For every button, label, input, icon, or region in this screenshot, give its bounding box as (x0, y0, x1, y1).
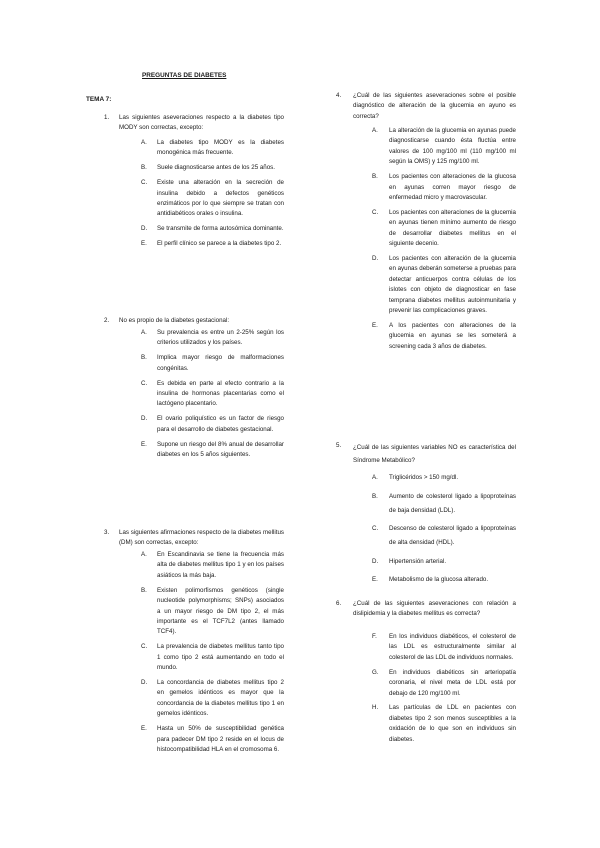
options-list (141, 328, 284, 465)
option-a (141, 328, 284, 349)
option-letter: C. (141, 179, 148, 187)
option-text: En Escandinavia se tiene la frecuencia más alta de diabetes mellitus tipo 1 y en los países asiáticos la más baja. (157, 551, 284, 579)
options-list (372, 632, 516, 750)
section-heading: TEMA 7: (86, 96, 112, 103)
option-text: Aumento de colesterol ligado a lipoproteínas de baja densidad (LDL). (389, 492, 516, 514)
option-text: Triglicéridos > 150 mg/dl. (389, 474, 459, 481)
option-b (141, 163, 284, 173)
option-c (141, 379, 284, 410)
option-b (372, 490, 516, 518)
option-b (141, 353, 284, 374)
option-text: La alteración de la glucemia en ayunas puede diagnosticarse cuando ésta fluctúa entre valores de 100 mg/100 ml (110 mg/100 ml según la OMS) y 125 mg/100 ml. (389, 127, 516, 166)
question-text: ¿Cuál de las siguientes variables NO es característica del Síndrome Metabólico? (353, 444, 516, 464)
option-text: Los pacientes con alteración de la glucemia en ayunas deberán someterse a pruebas para detectar anticuerpos contra células de los islotes con objeto de diagnosticar en fase temprana diabetes mellitus autoinmunitaria y prevenir las complicaciones graves. (389, 254, 516, 314)
option-letter: B. (372, 173, 378, 181)
option-text: Supone un riesgo del 8% anual de desarrollar diabetes en los 5 años siguientes. (157, 440, 284, 459)
question-number: 5. (336, 442, 342, 449)
option-letter: E. (372, 576, 378, 583)
option-g (372, 668, 516, 699)
question-number: 3. (104, 529, 110, 536)
option-text: A los pacientes con alteraciones de la glucemia en ayunas se les someterá a screening cada 3 años de diabetes. (389, 321, 516, 350)
option-text: En los individuos diabéticos, el colesterol de las LDL es estructuralmente similar al colesterol de las LDL de individuos normales. (389, 633, 516, 661)
option-letter: E. (141, 440, 147, 448)
option-letter: A. (141, 551, 147, 558)
option-letter: C. (372, 208, 379, 216)
option-text: El perfil clínico se parece a la diabetes tipo 2. (157, 240, 282, 248)
option-a (372, 126, 516, 168)
option-b (141, 586, 284, 638)
option-e (141, 440, 284, 461)
options-list (372, 471, 516, 592)
option-c (141, 642, 284, 673)
question-text: Las siguientes afirmaciones respecto de la diabetes mellitus (DM) son correctas, excepto: (119, 529, 284, 547)
option-letter: C. (372, 525, 379, 532)
option-text: La diabetes tipo MODY es la diabetes monogénica más frecuente. (157, 139, 284, 157)
question-number: 4. (336, 92, 342, 99)
option-letter: D. (372, 557, 379, 565)
option-letter: A. (141, 139, 147, 146)
option-h (372, 703, 516, 745)
options-list (141, 550, 284, 760)
question-text: Las siguientes aseveraciones respecto a la diabetes tipo MODY son correctas, excepto: (119, 114, 284, 132)
question-text: ¿Cuál de las siguientes aseveraciones sobre el posible diagnóstico de alteración de la glucemia en ayuno es correcta? (353, 92, 516, 120)
option-letter: E. (141, 240, 147, 248)
option-c (372, 522, 516, 550)
option-e (372, 321, 516, 352)
option-a (141, 550, 284, 581)
option-e (372, 573, 516, 587)
option-f (372, 632, 516, 663)
option-d (372, 555, 516, 569)
option-a (372, 471, 516, 485)
option-letter: G. (372, 668, 379, 676)
option-letter: E. (141, 725, 147, 733)
question-number: 2. (104, 317, 110, 324)
option-letter: B. (141, 164, 147, 172)
options-list (372, 126, 516, 357)
option-text: Descenso de colesterol ligado a lipoproteínas de alta densidad (HDL). (389, 525, 516, 546)
option-letter: A. (141, 329, 147, 336)
question-number: 1. (104, 114, 110, 121)
options-list (141, 138, 284, 254)
option-letter: A. (372, 474, 378, 481)
option-letter: D. (141, 225, 148, 233)
option-a (141, 138, 284, 159)
option-text: La prevalencia de diabetes mellitus tanto tipo 1 como tipo 2 está aumentando en todo el mundo. (157, 643, 284, 672)
option-text: Su prevalencia es entre un 2-25% según los criterios utilizados y los países. (157, 329, 284, 347)
option-letter: D. (141, 678, 148, 686)
option-c (141, 178, 284, 220)
option-letter: E. (372, 321, 378, 329)
option-letter: H. (372, 704, 379, 712)
option-text: Hasta un 50% de susceptibilidad genética para padecer DM tipo 2 reside en el locus de histocompatibilidad HLA en el cromosoma 6. (157, 725, 284, 753)
option-text: Existen polimorfismos genéticos (single nucleotide polymorphisms; SNPs) asociados a un mayor riesgo de DM tipo 2, el más importante es el TCF7L2 (antes llamado TCF4). (157, 586, 284, 636)
option-text: Hipertensión arterial. (389, 557, 447, 565)
question-text: No es propio de la diabetes gestacional: (119, 317, 230, 324)
option-text: Las partículas de LDL en pacientes con diabetes tipo 2 son menos susceptibles a la oxidación de lo que son en individuos sin diabetes. (389, 704, 516, 743)
document-title: PREGUNTAS DE DIABETES (142, 72, 227, 79)
option-c (372, 208, 516, 250)
question-number: 6. (336, 600, 342, 607)
option-letter: A. (372, 127, 378, 134)
option-letter: B. (141, 586, 147, 594)
option-e (141, 239, 284, 249)
option-letter: C. (141, 379, 148, 387)
option-text: Existe una alteración en la secreción de insulina debido a defectos genéticos enzimáticos por lo que siempre se tratan con antidiabéticos orales o insulina. (157, 179, 284, 218)
question-text: ¿Cuál de las siguientes aseveraciones con relación a dislipidemia y la diabetes mellitus es correcta? (353, 600, 516, 618)
option-text: Se transmite de forma autosómica dominante. (157, 225, 284, 233)
option-letter: B. (372, 492, 378, 500)
option-d (141, 414, 284, 435)
option-d (372, 254, 516, 316)
option-text: Los pacientes con alteraciones de la glucosa en ayunas corren mayor riesgo de enfermedad micro y macrovascular. (389, 173, 516, 201)
option-d (141, 678, 284, 720)
option-d (141, 224, 284, 234)
option-text: Los pacientes con alteraciones de la glucemia en ayunas tienen mínimo aumento de riesgo de desarrollar diabetes mellitus en el siguiente decenio. (389, 208, 516, 248)
option-letter: D. (141, 415, 148, 423)
option-text: Metabolismo de la glucosa alterado. (389, 576, 489, 583)
option-text: Es debida en parte al efecto contrario a la insulina de hormonas placentarias como el lactógeno placentario. (157, 379, 284, 408)
option-letter: C. (141, 643, 148, 651)
option-text: La concordancia de diabetes mellitus tipo 2 en gemelos idénticos es mayor que la concordancia de la diabetes mellitus tipo 1 en gemelos idénticos. (157, 678, 284, 718)
option-text: Implica mayor riesgo de malformaciones congénitas. (157, 354, 284, 372)
option-letter: B. (141, 354, 147, 362)
option-letter: D. (372, 254, 379, 262)
option-text: El ovario poliquístico es un factor de riesgo para el desarrollo de diabetes gestacional. (157, 415, 284, 433)
option-letter: F. (372, 633, 377, 640)
option-e (141, 724, 284, 755)
option-text: Suele diagnosticarse antes de los 25 años. (157, 164, 275, 172)
option-text: En individuos diabéticos sin arteriopatía coronaria, el nivel meta de LDL está por debajo de 120 mg/100 ml. (389, 668, 516, 697)
option-b (372, 172, 516, 203)
